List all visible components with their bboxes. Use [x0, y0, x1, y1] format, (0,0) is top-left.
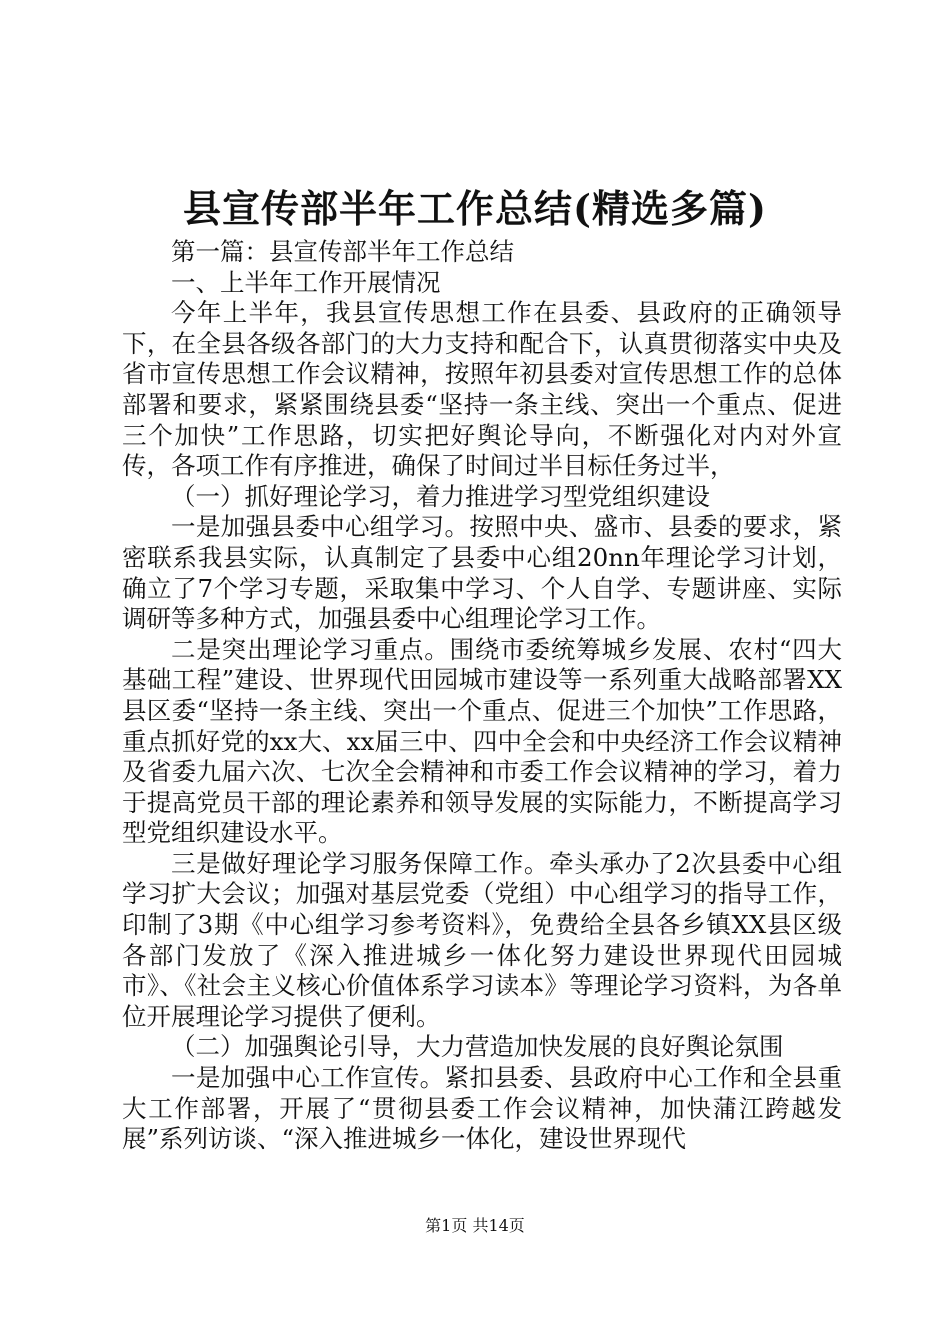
document-title: 县宣传部半年工作总结(精选多篇)	[183, 186, 767, 231]
subsection-heading: （一）抓好理论学习，着力推进学习型党组织建设	[171, 481, 710, 511]
page-footer: 第1页 共14页	[425, 1216, 525, 1235]
subsection-heading: 一、上半年工作开展情况	[171, 267, 441, 297]
body-paragraph: 一是加强县委中心组学习。按照中央、盛市、县委的要求，紧密联系我县实际，认真制定了县委中心组20nn年理论学习计划，确立了7个学习专题，采取集中学习、个人自学、专题讲座、实际调研等多种方式，加强县委中心组理论学习工作。	[122, 512, 842, 634]
section-heading: 第一篇：县宣传部半年工作总结	[171, 237, 514, 266]
document-body	[122, 237, 842, 1155]
body-paragraph: 三是做好理论学习服务保障工作。牵头承办了2次县委中心组学习扩大会议；加强对基层党委（党组）中心组学习的指导工作，印制了3期《中心组学习参考资料》，免费给全县各乡镇XX县区级各部门发放了《深入推进城乡一体化努力建设世界现代田园城市》、《社会主义核心价值体系学习读本》等理论学习资料，为各单位开展理论学习提供了便利。	[122, 848, 842, 1031]
body-paragraph: 二是突出理论学习重点。围绕市委统筹城乡发展、农村“四大基础工程”建设、世界现代田园城市建设等一系列重大战略部署XX县区委“坚持一条主线、突出一个重点、促进三个加快”工作思路，重点抓好党的xx大、xx届三中、四中全会和中央经济工作会议精神及省委九届六次、七次全会精神和市委工作会议精神的学习，着力于提高党员干部的理论素养和领导发展的实际能力，不断提高学习型党组织建设水平。	[122, 634, 842, 848]
body-paragraph: 一是加强中心工作宣传。紧扣县委、县政府中心工作和全县重大工作部署，开展了“贯彻县委工作会议精神，加快蒲江跨越发展”系列访谈、“深入推进城乡一体化，建设世界现代	[122, 1063, 842, 1154]
subsection-heading: （二）加强舆论引导，大力营造加快发展的良好舆论氛围	[171, 1032, 784, 1062]
body-paragraph: 今年上半年，我县宣传思想工作在县委、县政府的正确领导下，在全县各级各部门的大力支持和配合下，认真贯彻落实中央及省市宣传思想工作会议精神，按照年初县委对宣传思想工作的总体部署和要求，紧紧围绕县委“坚持一条主线、突出一个重点、促进三个加快”工作思路，切实把好舆论导向，不断强化对内对外宣传，各项工作有序推进，确保了时间过半目标任务过半，	[122, 298, 842, 481]
